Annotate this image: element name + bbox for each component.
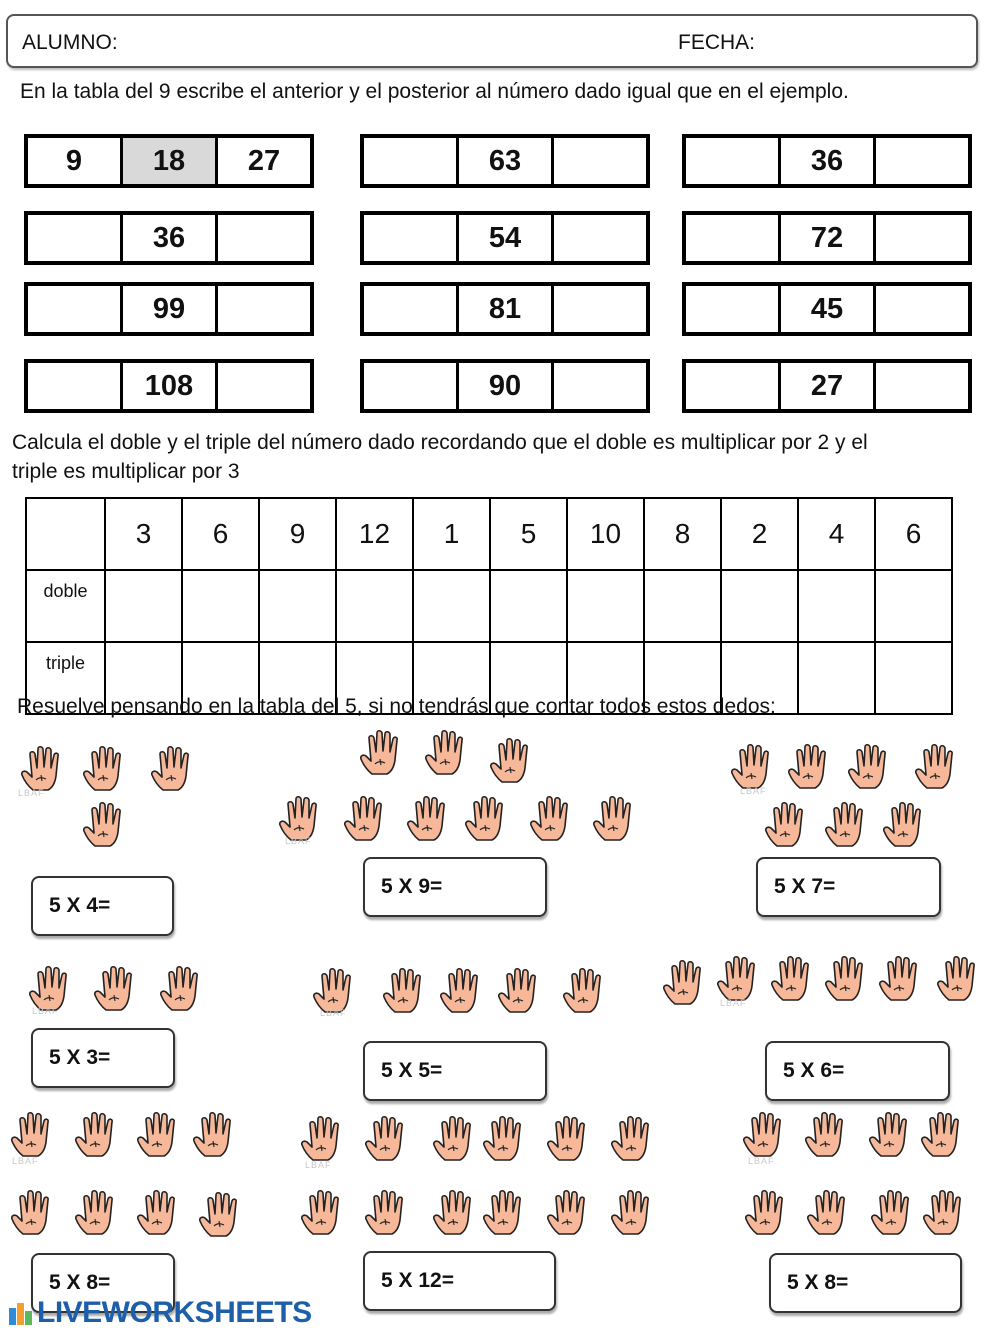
hand-icon bbox=[802, 1108, 854, 1160]
before-input[interactable] bbox=[28, 215, 123, 261]
number-box bbox=[682, 359, 972, 413]
answer-box[interactable] bbox=[769, 1253, 962, 1313]
triple-label: triple bbox=[26, 642, 105, 714]
after-input[interactable] bbox=[218, 286, 310, 332]
triple-input[interactable] bbox=[875, 642, 952, 714]
hand-icon bbox=[487, 734, 539, 786]
hand-icon bbox=[380, 964, 432, 1016]
hand-icon bbox=[298, 1112, 350, 1164]
number-cell: 1 bbox=[413, 498, 490, 570]
problem-label: 5 X 4= bbox=[49, 894, 111, 917]
corner-cell bbox=[26, 498, 105, 570]
number-box bbox=[360, 282, 650, 336]
problem-label: 5 X 8= bbox=[49, 1271, 111, 1294]
hand-icon bbox=[422, 726, 474, 778]
student-header-box bbox=[6, 14, 978, 68]
given-number: 81 bbox=[459, 286, 554, 332]
hand-icon bbox=[80, 742, 132, 794]
before-input[interactable] bbox=[686, 286, 781, 332]
watermark: LBAF bbox=[740, 786, 767, 796]
hand-icon bbox=[430, 1112, 482, 1164]
number-box bbox=[682, 134, 972, 188]
before-input[interactable] bbox=[364, 363, 459, 409]
date-label: FECHA: bbox=[678, 31, 756, 54]
number-cell: 8 bbox=[644, 498, 721, 570]
hand-icon bbox=[920, 1186, 972, 1238]
given-number: 54 bbox=[459, 215, 554, 261]
answer-box[interactable] bbox=[756, 857, 941, 917]
hand-icon bbox=[8, 1186, 60, 1238]
problem-label: 5 X 6= bbox=[783, 1059, 845, 1082]
numbers-row bbox=[26, 498, 952, 570]
given-number: 27 bbox=[781, 363, 876, 409]
problem-label: 5 X 5= bbox=[381, 1059, 443, 1082]
number-cell: 9 bbox=[259, 498, 336, 570]
given-number: 90 bbox=[459, 363, 554, 409]
after-input[interactable] bbox=[876, 363, 968, 409]
doble-label: doble bbox=[26, 570, 105, 642]
hand-icon bbox=[912, 740, 964, 792]
doble-input[interactable] bbox=[875, 570, 952, 642]
after-input[interactable] bbox=[554, 363, 646, 409]
problem-label: 5 X 9= bbox=[381, 875, 443, 898]
hand-icon bbox=[72, 1108, 124, 1160]
watermark: LBAF bbox=[305, 1160, 332, 1170]
after-input[interactable] bbox=[554, 215, 646, 261]
before-input[interactable] bbox=[364, 215, 459, 261]
hand-icon bbox=[740, 1108, 792, 1160]
before-input[interactable] bbox=[364, 286, 459, 332]
given-number: 72 bbox=[781, 215, 876, 261]
hand-icon bbox=[822, 952, 874, 1004]
after-input[interactable] bbox=[876, 138, 968, 184]
before-input[interactable] bbox=[28, 363, 123, 409]
hand-icon bbox=[91, 962, 143, 1014]
after-input[interactable] bbox=[876, 215, 968, 261]
example-box bbox=[24, 134, 314, 188]
number-box bbox=[24, 359, 314, 413]
after-input[interactable] bbox=[218, 363, 310, 409]
answer-box[interactable] bbox=[31, 1028, 175, 1088]
number-cell: 5 bbox=[490, 498, 567, 570]
hand-icon bbox=[18, 742, 70, 794]
section3-instruction: Resuelve pensando en la tabla del 5, si no tendrás que contar todos estos dedos: bbox=[17, 695, 776, 718]
problem-label: 5 X 3= bbox=[49, 1046, 111, 1069]
after-input[interactable] bbox=[554, 138, 646, 184]
hand-icon bbox=[660, 956, 712, 1008]
example-before: 9 bbox=[28, 138, 123, 184]
doble-input[interactable] bbox=[567, 570, 644, 642]
hand-icon bbox=[714, 952, 766, 1004]
hand-icon bbox=[480, 1186, 532, 1238]
hand-icon bbox=[880, 798, 932, 850]
hand-icon bbox=[495, 964, 547, 1016]
hand-icon bbox=[845, 740, 897, 792]
before-input[interactable] bbox=[686, 215, 781, 261]
before-input[interactable] bbox=[28, 286, 123, 332]
number-cell: 2 bbox=[721, 498, 798, 570]
given-number: 45 bbox=[781, 286, 876, 332]
logo-text: LIVEWORKSHEETS bbox=[37, 1296, 312, 1329]
hand-icon bbox=[298, 1186, 350, 1238]
logo-icon bbox=[8, 1300, 34, 1326]
number-box bbox=[360, 211, 650, 265]
section2-instruction bbox=[12, 428, 868, 486]
doble-input[interactable] bbox=[413, 570, 490, 642]
hand-icon bbox=[768, 952, 820, 1004]
number-box bbox=[360, 359, 650, 413]
section2-instruction-line1: Calcula el doble y el triple del número dado recordando que el doble es multiplicar por 2 y el bbox=[12, 431, 868, 454]
given-number: 36 bbox=[123, 215, 218, 261]
problem-label: 5 X 7= bbox=[774, 875, 836, 898]
watermark: LBAF bbox=[32, 1006, 59, 1016]
hand-icon bbox=[462, 792, 514, 844]
doble-row bbox=[26, 570, 952, 642]
hand-icon bbox=[362, 1186, 414, 1238]
hand-icon bbox=[341, 792, 393, 844]
hand-icon bbox=[8, 1108, 60, 1160]
hand-icon bbox=[196, 1188, 248, 1240]
doble-input[interactable] bbox=[644, 570, 721, 642]
hand-icon bbox=[544, 1186, 596, 1238]
answer-box[interactable] bbox=[363, 857, 547, 917]
student-label: ALUMNO: bbox=[22, 31, 118, 54]
hand-icon bbox=[608, 1112, 660, 1164]
doble-input[interactable] bbox=[336, 570, 413, 642]
before-input[interactable] bbox=[686, 363, 781, 409]
watermark: LBAF bbox=[748, 1156, 775, 1166]
after-input[interactable] bbox=[554, 286, 646, 332]
number-box bbox=[682, 282, 972, 336]
section2-instruction-line2: triple es multiplicar por 3 bbox=[12, 460, 240, 483]
hand-icon bbox=[762, 798, 814, 850]
hand-icon bbox=[527, 792, 579, 844]
hand-icon bbox=[742, 1186, 794, 1238]
number-cell: 6 bbox=[182, 498, 259, 570]
hand-icon bbox=[785, 740, 837, 792]
hand-icon bbox=[608, 1186, 660, 1238]
hand-icon bbox=[590, 792, 642, 844]
answer-box[interactable] bbox=[363, 1251, 556, 1311]
section1-instruction: En la tabla del 9 escribe el anterior y el posterior al número dado igual que en el ejemplo. bbox=[20, 80, 849, 103]
hand-icon bbox=[157, 962, 209, 1014]
triple-input[interactable] bbox=[798, 642, 875, 714]
given-number: 99 bbox=[123, 286, 218, 332]
given-number: 63 bbox=[459, 138, 554, 184]
hand-icon bbox=[357, 726, 409, 778]
hand-icon bbox=[868, 1186, 920, 1238]
number-box bbox=[24, 211, 314, 265]
given-number: 36 bbox=[781, 138, 876, 184]
answer-box[interactable] bbox=[765, 1041, 950, 1101]
number-cell: 3 bbox=[105, 498, 182, 570]
hand-icon bbox=[728, 740, 780, 792]
hand-icon bbox=[72, 1186, 124, 1238]
number-box bbox=[24, 282, 314, 336]
hand-icon bbox=[876, 952, 928, 1004]
hand-icon bbox=[560, 964, 612, 1016]
hand-icon bbox=[822, 798, 874, 850]
problem-label: 5 X 12= bbox=[381, 1269, 454, 1292]
number-cell: 6 bbox=[875, 498, 952, 570]
hand-icon bbox=[918, 1108, 970, 1160]
hand-icon bbox=[437, 964, 489, 1016]
example-after: 27 bbox=[218, 138, 310, 184]
doble-input[interactable] bbox=[721, 570, 798, 642]
number-box bbox=[360, 134, 650, 188]
watermark: LBAF bbox=[285, 836, 312, 846]
watermark: LBAF bbox=[720, 998, 747, 1008]
example-given: 18 bbox=[123, 138, 218, 184]
hand-icon bbox=[430, 1186, 482, 1238]
hand-icon bbox=[804, 1186, 856, 1238]
number-cell: 10 bbox=[567, 498, 644, 570]
doble-input[interactable] bbox=[105, 570, 182, 642]
doble-input[interactable] bbox=[259, 570, 336, 642]
hand-icon bbox=[134, 1186, 186, 1238]
number-box bbox=[682, 211, 972, 265]
number-cell: 12 bbox=[336, 498, 413, 570]
number-cell: 4 bbox=[798, 498, 875, 570]
hand-icon bbox=[544, 1112, 596, 1164]
answer-box[interactable] bbox=[363, 1041, 547, 1101]
watermark: LBAF bbox=[12, 1156, 39, 1166]
watermark: LBAF bbox=[18, 788, 45, 798]
hand-icon bbox=[190, 1108, 242, 1160]
given-number: 108 bbox=[123, 363, 218, 409]
watermark: LBAF bbox=[320, 1008, 347, 1018]
hand-icon bbox=[934, 952, 986, 1004]
before-input[interactable] bbox=[686, 138, 781, 184]
hand-icon bbox=[148, 742, 200, 794]
hand-icon bbox=[134, 1108, 186, 1160]
hand-icon bbox=[80, 798, 132, 850]
answer-box[interactable] bbox=[31, 876, 174, 936]
before-input[interactable] bbox=[364, 138, 459, 184]
doble-input[interactable] bbox=[490, 570, 567, 642]
doble-input[interactable] bbox=[182, 570, 259, 642]
hand-icon bbox=[480, 1112, 532, 1164]
doble-input[interactable] bbox=[798, 570, 875, 642]
liveworksheets-logo bbox=[8, 1296, 312, 1330]
doble-triple-table bbox=[25, 497, 953, 715]
hand-icon bbox=[362, 1112, 414, 1164]
hand-icon bbox=[866, 1108, 918, 1160]
hand-icon bbox=[404, 792, 456, 844]
after-input[interactable] bbox=[876, 286, 968, 332]
after-input[interactable] bbox=[218, 215, 310, 261]
problem-label: 5 X 8= bbox=[787, 1271, 849, 1294]
